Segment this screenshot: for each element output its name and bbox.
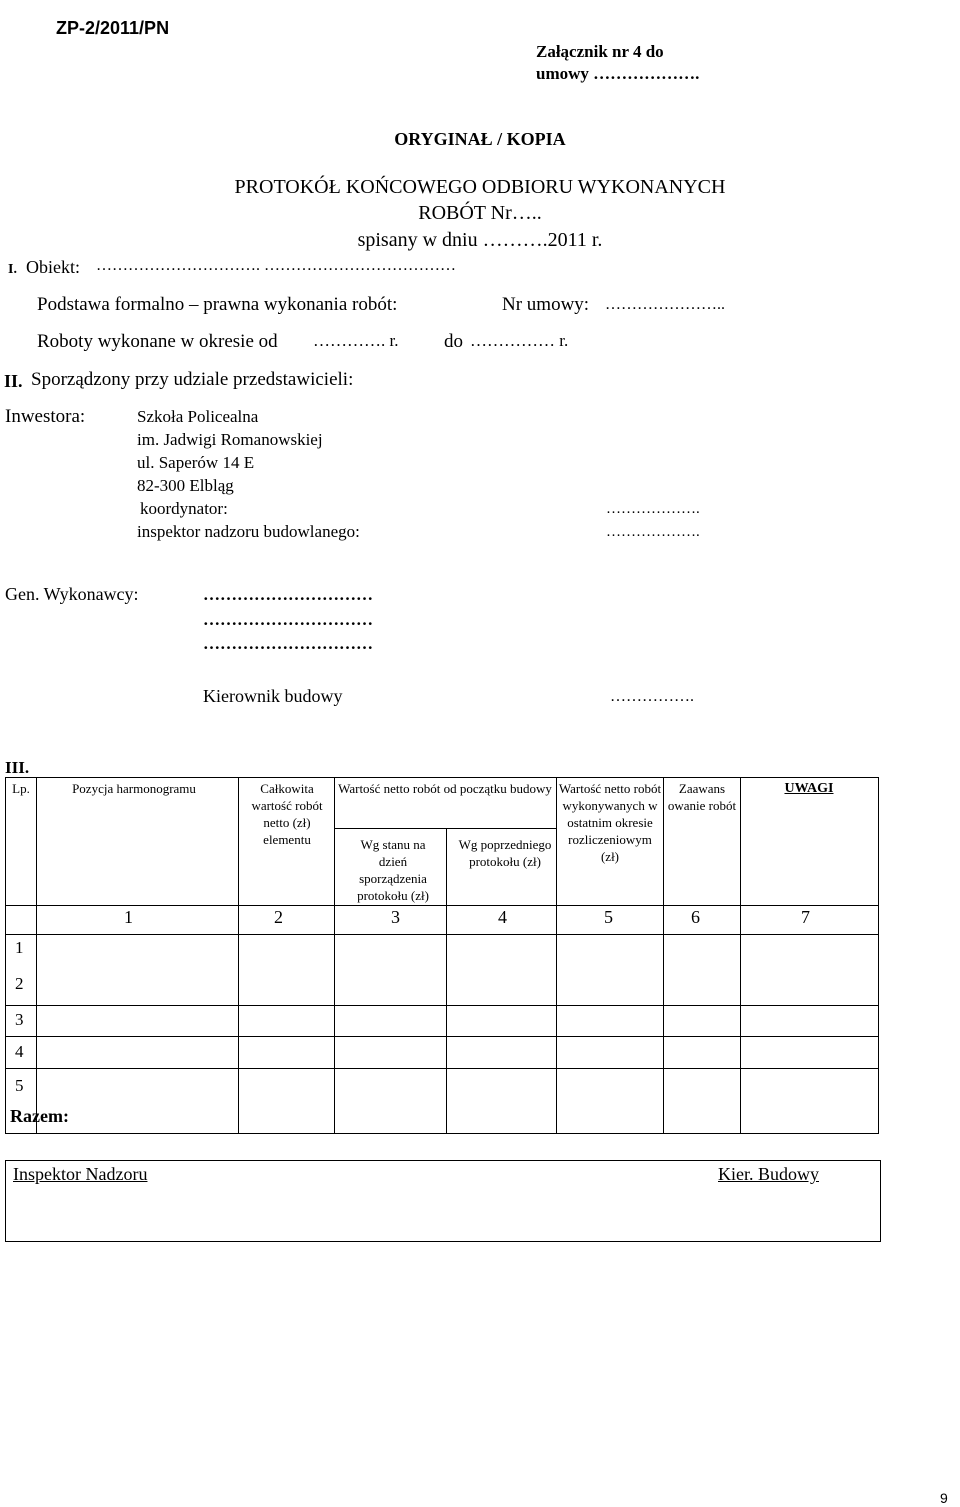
progress-table [5, 777, 879, 1134]
contract-dots: ………………….. [605, 296, 725, 313]
page-number: 9 [940, 1490, 948, 1506]
header-lp: Lp. [12, 781, 30, 796]
site-manager-label: Kierownik budowy [203, 686, 343, 706]
header-remarks: UWAGI [784, 781, 834, 796]
section-1-number: I. [8, 262, 17, 277]
total-label: Razem: [10, 1106, 69, 1126]
header-value-since-start: Wartość netto robót od początku budowy [338, 781, 552, 796]
basis-label: Podstawa formalno – prawna wykonania robót: [37, 294, 398, 315]
page-title-line-3: spisany w dniu ……….2011 r. [357, 229, 603, 251]
header-progress: Zaawans owanie robót [667, 781, 737, 813]
page-title-line-2: ROBÓT Nr….. [418, 202, 542, 224]
site-manager-signature-label: Kier. Budowy [718, 1164, 819, 1184]
investor-line-2: im. Jadwigi Romanowskiej [137, 430, 323, 449]
investor-label: Inwestora: [5, 406, 86, 427]
table-divider [6, 1036, 878, 1037]
investor-line-3: ul. Saperów 14 E [137, 453, 255, 472]
contract-label: Nr umowy: [502, 294, 590, 315]
header-previous-protocol: Wg poprzedniego protokołu (zł) [458, 837, 552, 869]
inspector-dots: ………………. [606, 524, 700, 540]
section-2-number: II. [4, 371, 23, 391]
coordinator-label: koordynator: [140, 499, 228, 518]
object-label: Obiekt: [26, 257, 80, 277]
period-label: Roboty wykonane w okresie od [37, 331, 278, 352]
object-dots: …………………………. ……………………………… [96, 257, 456, 274]
contractor-dots-3: ………………………… [203, 634, 373, 653]
table-divider [334, 828, 556, 829]
header-position: Pozycja harmonogramu [72, 781, 196, 796]
table-divider [446, 828, 447, 1133]
header-value-last-period: Wartość netto robót wykonywanych w ostatnim okresie rozliczeniowym (zł) [558, 781, 662, 864]
section-2-title: Sporządzony przy udziale przedstawicieli: [31, 369, 354, 390]
section-3-number: III. [5, 758, 30, 777]
inspector-label: inspektor nadzoru budowlanego: [137, 522, 360, 541]
row-number-2: 2 [15, 974, 24, 993]
row-number-3: 3 [15, 1010, 24, 1029]
row-number-4: 4 [15, 1042, 24, 1061]
contractor-dots-2: ………………………… [203, 610, 373, 629]
signature-box [5, 1160, 881, 1242]
header-as-of-date: Wg stanu na dzień sporządzenia protokołu (zł) [357, 837, 429, 903]
investor-line-4: 82-300 Elbląg [137, 476, 234, 495]
attachment-line-1: Załącznik nr 4 do [536, 42, 664, 61]
column-number-1: 1 [124, 907, 133, 927]
table-divider [663, 778, 664, 1133]
contractor-label: Gen. Wykonawcy: [5, 584, 139, 604]
period-to-label: do [444, 331, 463, 352]
attachment-line-2: umowy ………………. [536, 64, 700, 83]
original-copy-label: ORYGINAŁ / KOPIA [394, 129, 566, 149]
period-from-dots: …………. r. [313, 331, 399, 350]
table-divider [238, 778, 239, 1133]
table-divider [6, 905, 878, 906]
site-manager-dots: ……………. [610, 688, 694, 705]
table-divider [6, 934, 878, 935]
table-divider [740, 778, 741, 1133]
contractor-dots-1: ………………………… [203, 585, 373, 604]
table-divider [334, 778, 335, 1133]
investor-line-1: Szkoła Policealna [137, 407, 259, 426]
column-number-6: 6 [691, 907, 700, 927]
coordinator-dots: ………………. [606, 501, 700, 517]
period-to-dots: …………… r. [470, 331, 569, 350]
table-divider [36, 778, 37, 1133]
header-total-value: Całkowita wartość robót netto (zł) elementu [251, 781, 323, 847]
table-divider [6, 1005, 878, 1006]
row-number-1: 1 [15, 938, 24, 957]
column-number-5: 5 [604, 907, 613, 927]
column-number-7: 7 [801, 907, 810, 927]
column-number-3: 3 [391, 907, 400, 927]
row-number-5: 5 [15, 1076, 24, 1095]
column-number-4: 4 [498, 907, 507, 927]
table-divider [556, 778, 557, 1133]
table-divider [6, 1068, 878, 1069]
page-title-line-1: PROTOKÓŁ KOŃCOWEGO ODBIORU WYKONANYCH [234, 176, 726, 198]
column-number-2: 2 [274, 907, 283, 927]
document-number: ZP-2/2011/PN [56, 18, 170, 38]
inspector-signature-label: Inspektor Nadzoru [13, 1164, 148, 1184]
